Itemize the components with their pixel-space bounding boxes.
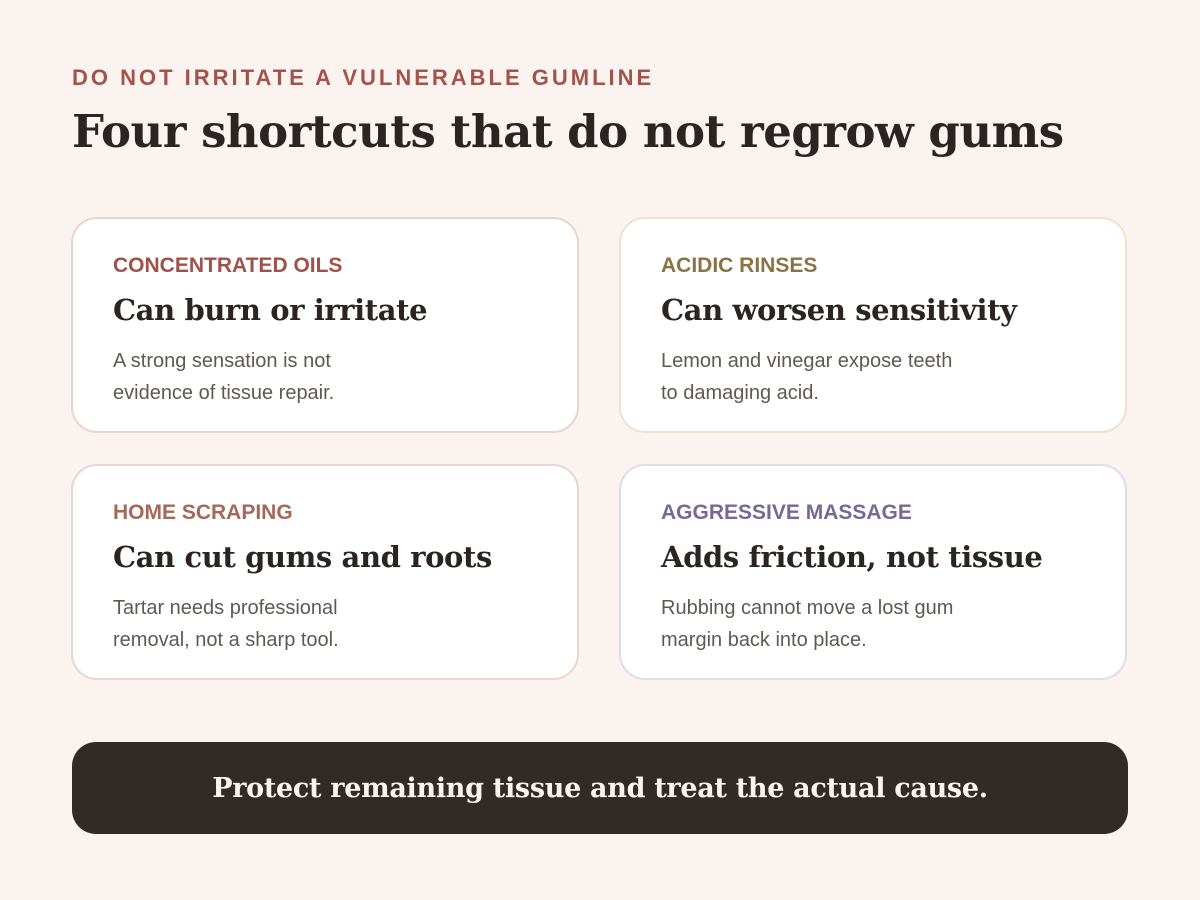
card-body: Lemon and vinegar expose teeth to damaging acid. <box>661 350 953 404</box>
card-heading: Can burn or irritate <box>113 293 428 327</box>
card-heading: Adds friction, not tissue <box>661 540 1043 574</box>
card-tag: ACIDIC RINSES <box>661 254 818 277</box>
footer-banner <box>72 742 1128 834</box>
footer-message: Protect remaining tissue and treat the actual cause. <box>212 772 988 804</box>
card-body: Rubbing cannot move a lost gum margin back into place. <box>661 597 954 651</box>
card-acidic-rinses <box>619 217 1127 433</box>
card-body: Tartar needs professional removal, not a sharp tool. <box>113 597 339 651</box>
card-home-scraping <box>71 464 579 680</box>
eyebrow-label: DO NOT IRRITATE A VULNERABLE GUMLINE <box>72 65 655 90</box>
card-heading: Can cut gums and roots <box>113 540 492 574</box>
card-aggressive-massage <box>619 464 1127 680</box>
page-title: Four shortcuts that do not regrow gums <box>72 105 1064 158</box>
card-tag: CONCENTRATED OILS <box>113 254 343 277</box>
card-concentrated-oils <box>71 217 579 433</box>
card-tag: HOME SCRAPING <box>113 501 293 524</box>
card-tag: AGGRESSIVE MASSAGE <box>661 501 912 524</box>
card-heading: Can worsen sensitivity <box>661 293 1017 327</box>
card-body: A strong sensation is not evidence of tissue repair. <box>113 350 335 404</box>
